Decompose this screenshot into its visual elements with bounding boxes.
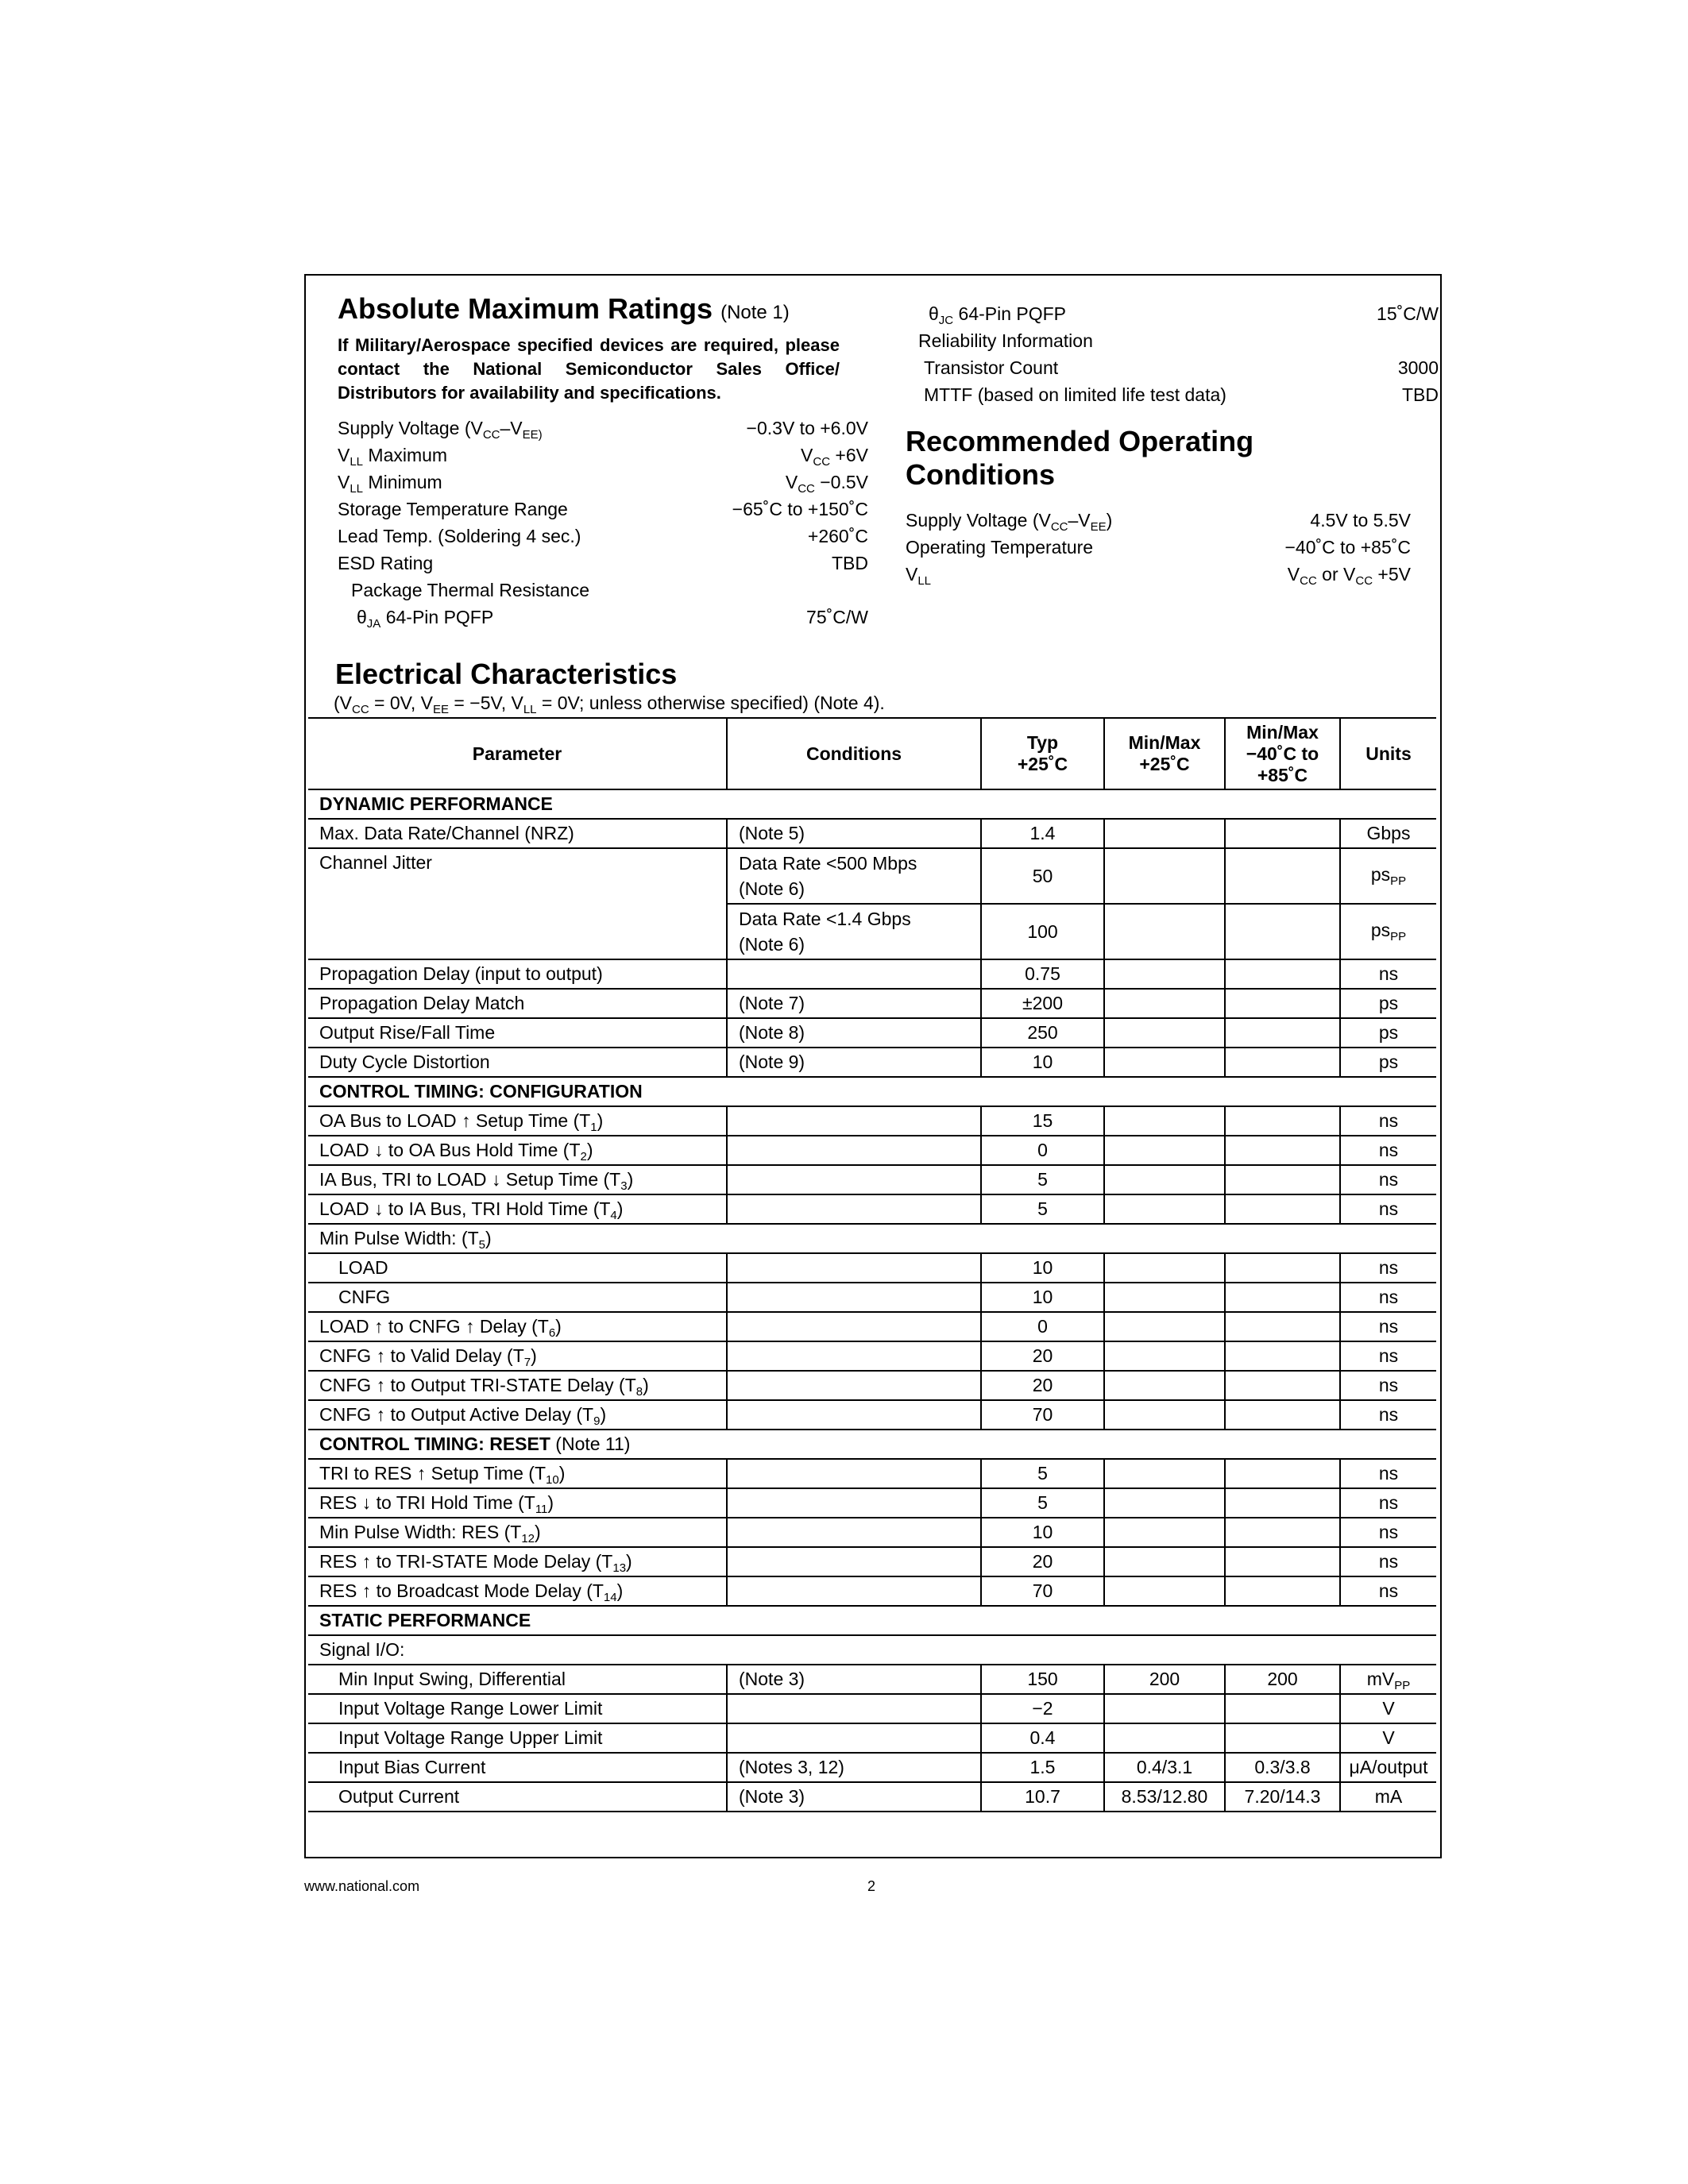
ec-conditions: ($V_{CC} = 0V$, $V_{EE} = -5V$, $V_{LL} = 0V$; unless otherwise specified) (Note 4). xyxy=(334,693,885,716)
table-row xyxy=(308,1018,1436,1048)
table-cell: V xyxy=(1340,1723,1436,1753)
table-cell: Channel Jitter xyxy=(308,848,727,959)
table-cell: CNFG ↑ to Output Active Delay $(T_9)$ xyxy=(308,1400,727,1430)
table-row xyxy=(308,1547,1436,1576)
amr-title xyxy=(338,292,790,330)
section-reset: CONTROL TIMING: RESET xyxy=(319,1433,550,1454)
table-cell: 0.4 xyxy=(981,1723,1104,1753)
roc-title-line1: Recommended Operating xyxy=(906,425,1254,457)
amr-supply-label: Supply Voltage (V xyxy=(338,418,483,438)
table-row xyxy=(308,989,1436,1018)
table-row xyxy=(308,1753,1436,1782)
table-cell: V xyxy=(1340,1694,1436,1723)
roc-optemp-value: −40˚C to +85˚C xyxy=(1284,537,1411,558)
table-row xyxy=(308,1106,1436,1136)
table-cell: (Note 5) xyxy=(727,819,981,848)
amr-vll-min-value: −0.5V xyxy=(820,472,868,492)
table-row xyxy=(308,1400,1436,1430)
table-cell: 0 xyxy=(981,1312,1104,1341)
table-cell: 1.4 xyxy=(981,819,1104,848)
table-cell: 0 xyxy=(981,1136,1104,1165)
table-row xyxy=(308,1283,1436,1312)
table-cell: ns xyxy=(1340,1165,1436,1194)
table-cell: 15 xyxy=(981,1106,1104,1136)
table-cell xyxy=(727,1136,981,1165)
table-row xyxy=(308,1488,1436,1518)
table-cell xyxy=(1225,1576,1340,1606)
table-cell xyxy=(727,1576,981,1606)
table-cell xyxy=(727,1547,981,1576)
table-cell: −2 xyxy=(981,1694,1104,1723)
ec-h-typ: Typ +25˚C xyxy=(981,718,1104,789)
table-cell: 70 xyxy=(981,1400,1104,1430)
table-cell: (Note 7) xyxy=(727,989,981,1018)
table-row xyxy=(308,959,1436,989)
table-cell: ps xyxy=(1340,1018,1436,1048)
amr-vll-max-value: +6V xyxy=(835,445,868,465)
table-cell xyxy=(1104,1547,1225,1576)
table-cell xyxy=(1104,1253,1225,1283)
footer-page-number: 2 xyxy=(867,1878,876,1894)
table-cell: (Note 8) xyxy=(727,1018,981,1048)
table-cell: 70 xyxy=(981,1576,1104,1606)
table-cell xyxy=(727,1723,981,1753)
table-cell: Output Rise/Fall Time xyxy=(308,1018,727,1048)
table-cell xyxy=(1104,989,1225,1018)
table-cell: TRI to RES ↑ Setup Time $(T_{10})$ xyxy=(308,1459,727,1488)
table-cell xyxy=(727,1106,981,1136)
amr-storage-label: Storage Temperature Range xyxy=(338,499,568,519)
table-cell: 1.5 xyxy=(981,1753,1104,1782)
ec-h-conditions: Conditions xyxy=(727,718,981,789)
transistor-label: Transistor Count xyxy=(924,357,1059,378)
table-cell: $ps_{PP}$ xyxy=(1340,904,1436,959)
table-cell xyxy=(1225,1547,1340,1576)
table-cell xyxy=(1225,1723,1340,1753)
table-cell: 200 xyxy=(1225,1665,1340,1694)
table-row xyxy=(308,1665,1436,1694)
table-cell: Min Input Swing, Differential xyxy=(308,1665,727,1694)
table-cell: Data Rate <1.4 Gbps (Note 6) xyxy=(727,904,981,959)
table-cell xyxy=(1225,819,1340,848)
table-cell: 0.4/3.1 xyxy=(1104,1753,1225,1782)
table-cell xyxy=(727,1400,981,1430)
table-cell: mA xyxy=(1340,1782,1436,1812)
table-cell: 10 xyxy=(981,1518,1104,1547)
table-cell xyxy=(1225,1694,1340,1723)
table-row xyxy=(308,1371,1436,1400)
table-cell: (Note 3) xyxy=(727,1665,981,1694)
table-cell: ns xyxy=(1340,959,1436,989)
theta-jc-value: 15˚C/W xyxy=(1377,303,1439,324)
table-cell xyxy=(727,1518,981,1547)
table-cell: Duty Cycle Distortion xyxy=(308,1048,727,1077)
footer-website[interactable]: www.national.com xyxy=(304,1878,420,1894)
table-row xyxy=(308,1694,1436,1723)
table-cell: OA Bus to LOAD ↑ Setup Time $(T_1)$ xyxy=(308,1106,727,1136)
table-cell xyxy=(1225,1165,1340,1194)
table-cell xyxy=(1225,1488,1340,1518)
mttf-label: MTTF (based on limited life test data) xyxy=(924,384,1226,405)
table-cell: Data Rate <500 Mbps (Note 6) xyxy=(727,848,981,904)
ec-h-parameter: Parameter xyxy=(308,718,727,789)
table-cell: CNFG ↑ to Valid Delay $(T_7)$ xyxy=(308,1341,727,1371)
table-row xyxy=(308,1077,1436,1106)
table-cell xyxy=(1225,1253,1340,1283)
table-cell: CNFG xyxy=(308,1283,727,1312)
table-cell: ns xyxy=(1340,1106,1436,1136)
amr-esd-value: TBD xyxy=(832,553,868,573)
table-cell: ±200 xyxy=(981,989,1104,1018)
table-cell: ns xyxy=(1340,1400,1436,1430)
roc-supply-value: 4.5V to 5.5V xyxy=(1310,510,1411,531)
table-row xyxy=(308,1576,1436,1606)
table-cell xyxy=(727,1253,981,1283)
table-cell: (Notes 3, 12) xyxy=(727,1753,981,1782)
table-cell xyxy=(1225,1312,1340,1341)
table-cell: ns xyxy=(1340,1459,1436,1488)
table-row xyxy=(308,1224,1436,1253)
table-cell: Gbps xyxy=(1340,819,1436,848)
table-cell: Output Current xyxy=(308,1782,727,1812)
section-dynamic: DYNAMIC PERFORMANCE xyxy=(308,789,1436,819)
roc-optemp-label: Operating Temperature xyxy=(906,537,1094,558)
roc-supply-label: Supply Voltage (V xyxy=(906,510,1051,531)
table-cell: ns xyxy=(1340,1547,1436,1576)
amr-vll-min-label: Minimum xyxy=(368,472,442,492)
military-notice: If Military/Aerospace specified devices are required, please contact the National Semiconductor Sales Office/ Distributors for availability and specifications. xyxy=(338,335,840,403)
table-cell xyxy=(1104,1165,1225,1194)
table-row xyxy=(308,1518,1436,1547)
table-cell xyxy=(1225,959,1340,989)
table-cell xyxy=(727,1283,981,1312)
table-cell: ns xyxy=(1340,1253,1436,1283)
table-row xyxy=(308,819,1436,848)
table-cell xyxy=(727,959,981,989)
table-row xyxy=(308,1430,1436,1459)
table-cell: Input Voltage Range Upper Limit xyxy=(308,1723,727,1753)
table-cell: 0.3/3.8 xyxy=(1225,1753,1340,1782)
section-config: CONTROL TIMING: CONFIGURATION xyxy=(308,1077,1436,1106)
table-cell: Signal I/O: xyxy=(308,1635,1436,1665)
ec-header-row xyxy=(308,718,1436,789)
table-cell: 150 xyxy=(981,1665,1104,1694)
table-cell: (Note 9) xyxy=(727,1048,981,1077)
table-cell: 100 xyxy=(981,904,1104,959)
table-cell: 20 xyxy=(981,1547,1104,1576)
table-row xyxy=(308,1253,1436,1283)
table-cell: $ps_{PP}$ xyxy=(1340,848,1436,904)
table-cell: ns xyxy=(1340,1518,1436,1547)
table-cell xyxy=(1104,1371,1225,1400)
ec-h-minmax: Min/Max +25˚C xyxy=(1104,718,1225,789)
table-cell xyxy=(1104,1106,1225,1136)
table-cell: 5 xyxy=(981,1488,1104,1518)
table-row xyxy=(308,1136,1436,1165)
table-cell xyxy=(1104,959,1225,989)
table-cell xyxy=(727,1459,981,1488)
table-cell xyxy=(1104,1048,1225,1077)
table-cell xyxy=(727,1312,981,1341)
amr-supply-value: −0.3V to +6.0V xyxy=(746,418,868,438)
table-cell: Input Bias Current xyxy=(308,1753,727,1782)
table-cell xyxy=(1225,1400,1340,1430)
table-cell xyxy=(1104,1459,1225,1488)
roc-title-line2: Conditions xyxy=(906,458,1055,491)
table-cell: 8.53/12.80 xyxy=(1104,1782,1225,1812)
table-cell: Min Pulse Width: RES $(T_{12})$ xyxy=(308,1518,727,1547)
table-cell xyxy=(1104,1576,1225,1606)
reliability-label: Reliability Information xyxy=(918,330,1093,351)
amr-storage-value: −65˚C to +150˚C xyxy=(732,499,868,519)
table-cell xyxy=(1104,1694,1225,1723)
table-cell: LOAD xyxy=(308,1253,727,1283)
amr-title-note: (Note 1) xyxy=(720,302,790,323)
table-row xyxy=(308,1048,1436,1077)
table-cell: $mV_{PP}$ xyxy=(1340,1665,1436,1694)
roc-vll-end: +5V xyxy=(1377,564,1411,585)
roc-title xyxy=(906,425,1253,492)
table-cell: 10.7 xyxy=(981,1782,1104,1812)
table-cell: μA/output xyxy=(1340,1753,1436,1782)
table-cell: ps xyxy=(1340,1048,1436,1077)
table-cell: 0.75 xyxy=(981,959,1104,989)
amr-theta-ja-value: 75˚C/W xyxy=(806,607,868,627)
table-cell: Max. Data Rate/Channel (NRZ) xyxy=(308,819,727,848)
table-row xyxy=(308,1459,1436,1488)
table-cell: ps xyxy=(1340,989,1436,1018)
table-cell xyxy=(1104,904,1225,959)
table-cell: 5 xyxy=(981,1165,1104,1194)
table-row xyxy=(308,1782,1436,1812)
table-cell xyxy=(1225,1048,1340,1077)
table-cell: 10 xyxy=(981,1048,1104,1077)
table-cell: ns xyxy=(1340,1312,1436,1341)
section-static: STATIC PERFORMANCE xyxy=(308,1606,1436,1635)
table-row xyxy=(308,1635,1436,1665)
amr-vll-max-label: Maximum xyxy=(368,445,448,465)
table-cell: LOAD ↑ to CNFG ↑ Delay $(T_6)$ xyxy=(308,1312,727,1341)
table-row xyxy=(308,789,1436,819)
table-cell xyxy=(1104,1723,1225,1753)
amr-lead-label: Lead Temp. (Soldering 4 sec.) xyxy=(338,526,581,546)
table-cell: Min Pulse Width: $(T_5)$ xyxy=(308,1224,1436,1253)
table-cell xyxy=(1104,1283,1225,1312)
table-row xyxy=(308,848,1436,904)
table-cell: Propagation Delay Match xyxy=(308,989,727,1018)
table-cell: 10 xyxy=(981,1283,1104,1312)
table-cell: ns xyxy=(1340,1283,1436,1312)
ec-h-units: Units xyxy=(1340,718,1436,789)
table-cell: RES ↓ to TRI Hold Time $(T_{11})$ xyxy=(308,1488,727,1518)
table-row xyxy=(308,1723,1436,1753)
table-cell xyxy=(1225,1018,1340,1048)
table-cell: 50 xyxy=(981,848,1104,904)
table-cell: CNFG ↑ to Output TRI-STATE Delay $(T_8)$ xyxy=(308,1371,727,1400)
theta-jc-label: 64-Pin PQFP xyxy=(958,303,1067,324)
table-cell: 20 xyxy=(981,1341,1104,1371)
table-cell xyxy=(1104,819,1225,848)
amr-pkg-label: Package Thermal Resistance xyxy=(351,580,589,600)
table-row xyxy=(308,1606,1436,1635)
table-cell: 5 xyxy=(981,1459,1104,1488)
table-cell: IA Bus, TRI to LOAD ↓ Setup Time $(T_3)$ xyxy=(308,1165,727,1194)
table-cell: 7.20/14.3 xyxy=(1225,1782,1340,1812)
table-cell xyxy=(1104,848,1225,904)
transistor-value: 3000 xyxy=(1397,357,1439,378)
table-cell: LOAD ↓ to IA Bus, TRI Hold Time $(T_4)$ xyxy=(308,1194,727,1224)
table-cell xyxy=(1104,1518,1225,1547)
table-cell xyxy=(1225,1518,1340,1547)
table-cell xyxy=(727,1488,981,1518)
table-cell: ns xyxy=(1340,1576,1436,1606)
table-cell xyxy=(1104,1018,1225,1048)
table-cell: ns xyxy=(1340,1194,1436,1224)
table-cell: 20 xyxy=(981,1371,1104,1400)
table-cell: (Note 3) xyxy=(727,1782,981,1812)
roc-vll-or: or V xyxy=(1322,564,1356,585)
table-row xyxy=(308,1194,1436,1224)
table-cell: ns xyxy=(1340,1341,1436,1371)
table-cell xyxy=(727,1694,981,1723)
table-cell xyxy=(1225,1283,1340,1312)
ec-table xyxy=(308,717,1436,1812)
table-cell xyxy=(1104,1136,1225,1165)
table-cell xyxy=(1104,1488,1225,1518)
table-cell: RES ↑ to Broadcast Mode Delay $(T_{14})$ xyxy=(308,1576,727,1606)
table-row xyxy=(308,1312,1436,1341)
amr-title-text: Absolute Maximum Ratings xyxy=(338,292,713,325)
mttf-value: TBD xyxy=(1402,384,1439,405)
table-cell: RES ↑ to TRI-STATE Mode Delay $(T_{13})$ xyxy=(308,1547,727,1576)
table-cell xyxy=(1225,989,1340,1018)
table-cell: LOAD ↓ to OA Bus Hold Time $(T_2)$ xyxy=(308,1136,727,1165)
table-cell xyxy=(1225,1371,1340,1400)
table-cell xyxy=(1104,1341,1225,1371)
table-row xyxy=(308,1341,1436,1371)
table-cell: ns xyxy=(1340,1136,1436,1165)
table-cell xyxy=(1225,1194,1340,1224)
table-cell xyxy=(727,1194,981,1224)
table-cell xyxy=(1104,1400,1225,1430)
amr-vll-min-v: V xyxy=(785,472,798,492)
table-cell: ns xyxy=(1340,1488,1436,1518)
ec-title: Electrical Characteristics xyxy=(335,658,678,690)
table-cell: 200 xyxy=(1104,1665,1225,1694)
amr-esd-label: ESD Rating xyxy=(338,553,434,573)
table-row xyxy=(308,1165,1436,1194)
table-cell xyxy=(727,1165,981,1194)
table-cell xyxy=(1225,1106,1340,1136)
table-cell xyxy=(1225,904,1340,959)
table-cell xyxy=(1104,1312,1225,1341)
ec-h-minmax-temp: Min/Max −40˚C to +85˚C xyxy=(1225,718,1340,789)
table-cell: Input Voltage Range Lower Limit xyxy=(308,1694,727,1723)
table-cell: 10 xyxy=(981,1253,1104,1283)
table-cell: 5 xyxy=(981,1194,1104,1224)
table-cell: Propagation Delay (input to output) xyxy=(308,959,727,989)
amr-theta-ja-label: 64-Pin PQFP xyxy=(385,607,494,627)
table-cell: CONTROL TIMING: RESET (Note 11) xyxy=(308,1430,1436,1459)
amr-vll-max-v: V xyxy=(801,445,813,465)
table-cell xyxy=(1225,1341,1340,1371)
table-cell xyxy=(1225,1459,1340,1488)
table-cell xyxy=(1225,1136,1340,1165)
table-cell: 250 xyxy=(981,1018,1104,1048)
table-cell xyxy=(1104,1194,1225,1224)
amr-lead-value: +260˚C xyxy=(807,526,868,546)
table-cell xyxy=(1225,848,1340,904)
table-cell xyxy=(727,1341,981,1371)
table-cell xyxy=(727,1371,981,1400)
table-cell: ns xyxy=(1340,1371,1436,1400)
